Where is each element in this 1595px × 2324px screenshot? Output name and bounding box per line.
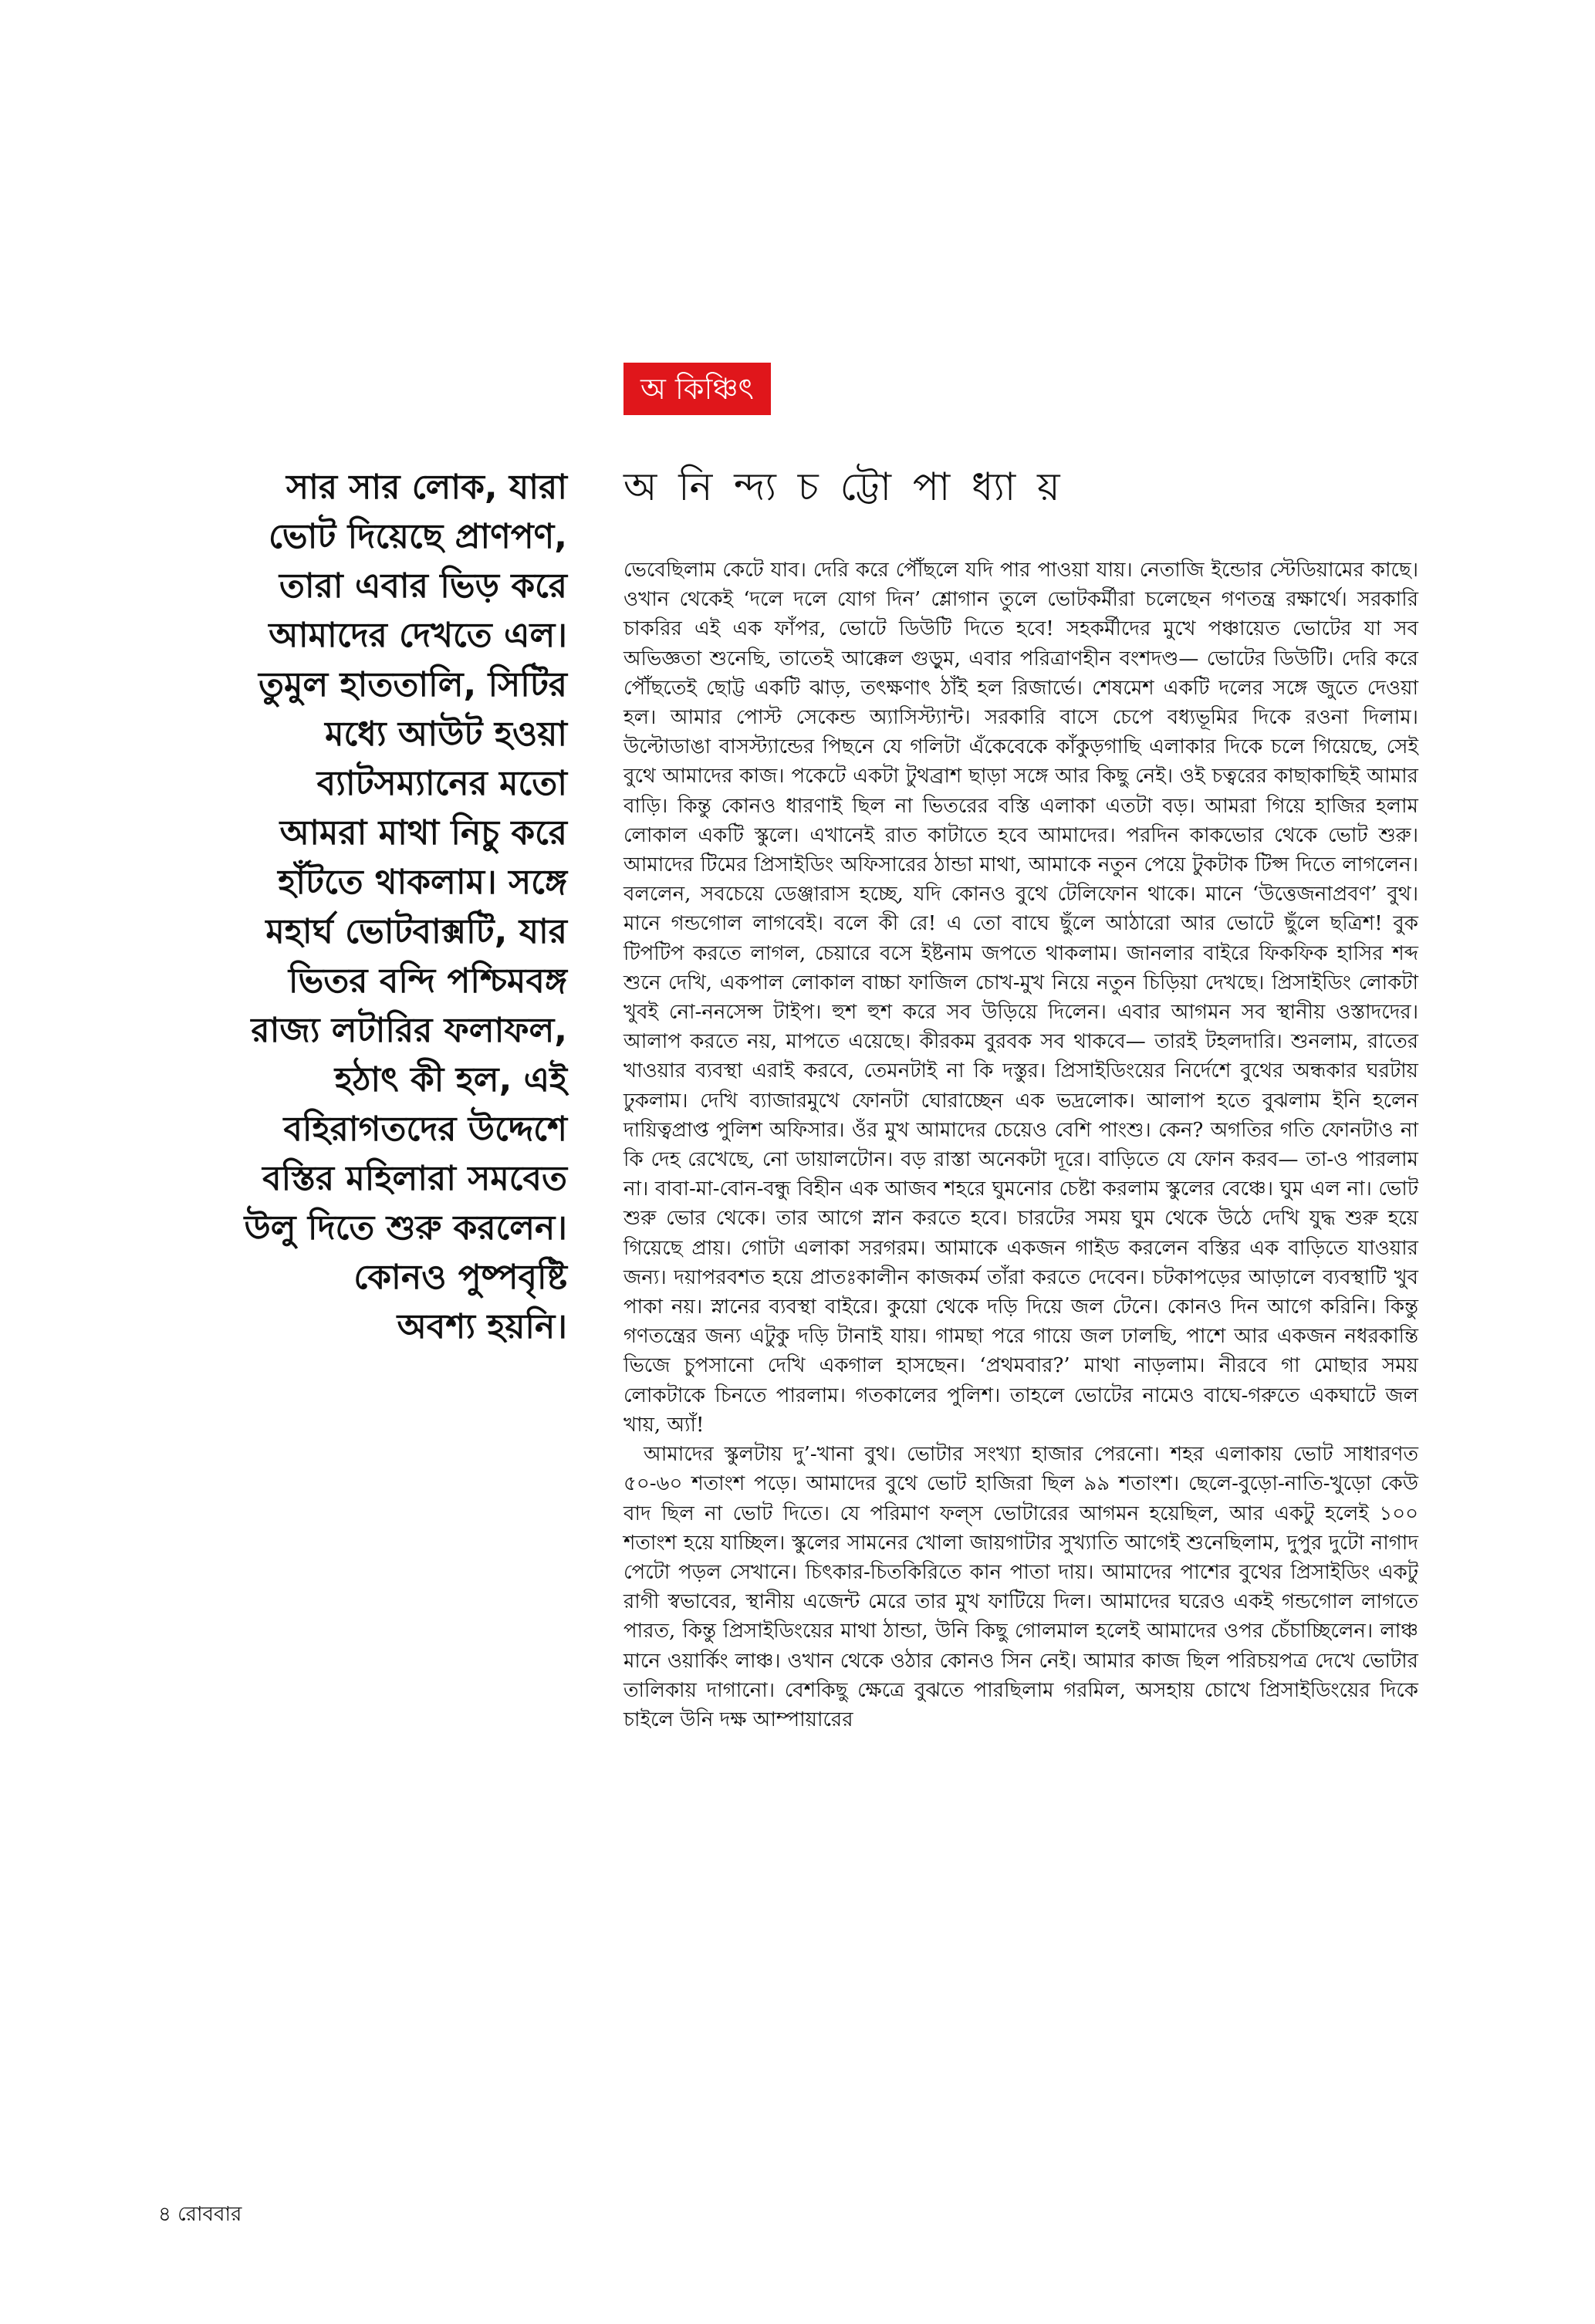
- pull-quote-line: ব্যাটসম্যানের মতো: [316, 764, 567, 803]
- pull-quote-line: রাজ্য লটারির ফলাফল,: [251, 1011, 567, 1050]
- pull-quote-line: তুমুল হাততালি, সিটির: [258, 665, 567, 704]
- pull-quote-line: আমরা মাথা নিচু করে: [279, 813, 567, 853]
- pull-quote-line: বস্তির মহিলারা সমবেত: [262, 1159, 567, 1198]
- section-tag: অ কিঞ্চিৎ: [623, 363, 771, 415]
- article-body: [623, 556, 1418, 1735]
- article-paragraph: ভেবেছিলাম কেটে যাব। দেরি করে পৌঁছলে যদি পার পাওয়া যায়। নেতাজি ইন্ডোর স্টেডিয়ামের কাছে। ওখান থেকেই ‘দলে দলে যোগ দিন’ শ্লোগান তুলে ভোটকর্মীরা চলেছেন গণতন্ত্র রক্ষার্থে। সরকারি চাকরির এই এক ফাঁপর, ভোটে ডিউটি দিতে হবে! সহকর্মীদের মুখে পঞ্চায়েত ভোটের যা সব অভিজ্ঞতা শুনেছি, তাতেই আক্কেল গুড়ুম, এবার পরিত্রাণহীন বংশদণ্ড— ভোটের ডিউটি। দেরি করে পৌঁছতেই ছোট্ট একটি ঝাড়, তৎক্ষণাৎ ঠাঁই হল রিজার্ভে। শেষমেশ একটি দলের সঙ্গে জুতে দেওয়া হল। আমার পোস্ট সেকেন্ড অ্যাসিস্ট্যান্ট। সরকারি বাসে চেপে বধ্যভূমির দিকে রওনা দিলাম। উল্টোডাঙা বাসস্ট্যান্ডের পিছনে যে গলিটা এঁকেবেকে কাঁকুড়গাছি এলাকার দিকে চলে গিয়েছে, সেই বুথে আমাদের কাজ। পকেটে একটা টুথব্রাশ ছাড়া সঙ্গে আর কিছু নেই। ওই চত্বরের কাছাকাছিই আমার বাড়ি। কিন্তু কোনও ধারণাই ছিল না ভিতরের বস্তি এলাকা এতটা বড়। আমরা গিয়ে হাজির হলাম লোকাল একটি স্কুলে। এখানেই রাত কাটাতে হবে আমাদের। পরদিন কাকভোর থেকে ভোট শুরু। আমাদের টিমের প্রিসাইডিং অফিসারের ঠান্ডা মাথা, আমাকে নতুন পেয়ে টুকটাক টিপ্স দিতে লাগলেন। বললেন, সবচেয়ে ডেঞ্জারাস হচ্ছে, যদি কোনও বুথে টেলিফোন থাকে। মানে ‘উত্তেজনাপ্রবণ’ বুথ। মানে গন্ডগোল লাগবেই। বলে কী রে! এ তো বাঘে ছুঁলে আঠারো আর ভোটে ছুঁলে ছত্রিশ! বুক টিপটিপ করতে লাগল, চেয়ারে বসে ইষ্টনাম জপতে থাকলাম। জানলার বাইরে ফিকফিক হাসির শব্দ শুনে দেখি, একপাল লোকাল বাচ্চা ফাজিল চোখ-মুখ নিয়ে নতুন চিড়িয়া দেখছে। প্রিসাইডিং লোকটা খুবই নো-ননসেন্স টাইপ। হুশ হুশ করে সব উড়িয়ে দিলেন। এবার আগমন সব স্থানীয় ওস্তাদদের। আলাপ করতে নয়, মাপতে এয়েছে। কীরকম বুরবক সব থাকবে— তারই টহলদারি। শুনলাম, রাতের খাওয়ার ব্যবস্থা এরাই করবে, তেমনটাই না কি দস্তুর। প্রিসাইডিংয়ের নির্দেশে বুথের অন্ধকার ঘরটায় ঢুকলাম। দেখি ব্যাজারমুখে ফোনটা ঘোরাচ্ছেন এক ভদ্রলোক। আলাপ হতে বুঝলাম ইনি হলেন দায়িত্বপ্রাপ্ত পুলিশ অফিসার। ওঁর মুখ আমাদের চেয়েও বেশি পাংশু। কেন? অগতির গতি ফোনটাও না কি দেহ রেখেছে, নো ডায়ালটোন। বড় রাস্তা অনেকটা দূরে। বাড়িতে যে ফোন করব— তা-ও পারলাম না। বাবা-মা-বোন-বন্ধু বিহীন এক আজব শহরে ঘুমনোর চেষ্টা করলাম স্কুলের বেঞ্চে। ঘুম এল না। ভোট শুরু ভোর থেকে। তার আগে স্নান করতে হবে। চারটের সময় ঘুম থেকে উঠে দেখি যুদ্ধ শুরু হয়ে গিয়েছে প্রায়। গোটা এলাকা সরগরম। আমাকে একজন গাইড করলেন বস্তির এক বাড়িতে যাওয়ার জন্য। দয়াপরবশত হয়ে প্রাতঃকালীন কাজকর্ম তাঁরা করতে দেবেন। চটকাপড়ের আড়ালে ব্যবস্থাটি খুব পাকা নয়। স্নানের ব্যবস্থা বাইরে। কুয়ো থেকে দড়ি দিয়ে জল টেনে। কোনও দিন আগে করিনি। কিন্তু গণতন্ত্রের জন্য এটুকু দড়ি টানাই যায়। গামছা পরে গায়ে জল ঢালছি, পাশে আর একজন নধরকান্তি ভিজে চুপসানো দেখি একগাল হাসছেন। ‘প্রথমবার?’ মাথা নাড়লাম। নীরবে গা মোছার সময় লোকটাকে চিনতে পারলাম। গতকালের পুলিশ। তাহলে ভোটের নামেও বাঘে-গরুতে একঘাটে জল খায়, অ্যাঁ!: [623, 559, 1418, 1437]
- pull-quote-line: হাঁটতে থাকলাম। সঙ্গে: [278, 863, 567, 902]
- page-folio: ৪ রোববার: [158, 2203, 242, 2226]
- pull-quote: [154, 463, 567, 1352]
- pull-quote-line: উলু দিতে শুরু করলেন।: [244, 1208, 567, 1248]
- pull-quote-line: আমাদের দেখতে এল।: [269, 616, 567, 655]
- pull-quote-line: তারা এবার ভিড় করে: [279, 566, 567, 606]
- pull-quote-line: হঠাৎ কী হল, এই: [334, 1060, 567, 1100]
- author-byline: অ নি ন্দ্য চ ট্টো পা ধ্যা য়: [623, 464, 1065, 509]
- pull-quote-line: বহিরাগতদের উদ্দেশে: [283, 1110, 567, 1149]
- pull-quote-line: অবশ্য হয়নি।: [397, 1307, 567, 1346]
- pull-quote-line: মধ্যে আউট হওয়া: [325, 714, 567, 754]
- pull-quote-line: ভিতর বন্দি পশ্চিমবঙ্গ: [288, 961, 567, 1001]
- pull-quote-line: কোনও পুষ্পবৃষ্টি: [353, 1258, 567, 1297]
- pull-quote-line: ভোট দিয়েছে প্রাণপণ,: [268, 517, 567, 556]
- pull-quote-line: সার সার লোক, যারা: [286, 468, 567, 507]
- pull-quote-line: মহার্ঘ ভোটবাক্সটি, যার: [265, 912, 567, 951]
- article-paragraph: আমাদের স্কুলটায় দু’-খানা বুথ। ভোটার সংখ্যা হাজার পেরনো। শহর এলাকায় ভোট সাধারণত ৫০-৬০ শতাংশ পড়ে। আমাদের বুথে ভোট হাজিরা ছিল ৯৯ শতাংশ। ছেলে-বুড়ো-নাতি-খুড়ো কেউ বাদ ছিল না ভোট দিতে। যে পরিমাণ ফল্স ভোটারের আগমন হয়েছিল, আর একটু হলেই ১০০ শতাংশ হয়ে যাচ্ছিল। স্কুলের সামনের খোলা জায়গাটার সুখ্যাতি আগেই শুনেছিলাম, দুপুর দুটো নাগাদ পেটো পড়ল সেখানে। চিৎকার-চিতকিরিতে কান পাতা দায়। আমাদের পাশের বুথের প্রিসাইডিং একটু রাগী স্বভাবের, স্থানীয় এজেন্ট মেরে তার মুখ ফাটিয়ে দিল। আমাদের ঘরেও একই গন্ডগোল লাগতে পারত, কিন্তু প্রিসাইডিংয়ের মাথা ঠান্ডা, উনি কিছু গোলমাল হলেই আমাদের ওপর চেঁচাচ্ছিলেন। লাঞ্চ মানে ওয়ার্কিং লাঞ্চ। ওখান থেকে ওঠার কোনও সিন নেই। আমার কাজ ছিল পরিচয়পত্র দেখে ভোটার তালিকায় দাগানো। বেশকিছু ক্ষেত্রে বুঝতে পারছিলাম গরমিল, অসহায় চোখে প্রিসাইডিংয়ের দিকে চাইলে উনি দক্ষ আম্পায়ারের: [623, 1443, 1418, 1731]
